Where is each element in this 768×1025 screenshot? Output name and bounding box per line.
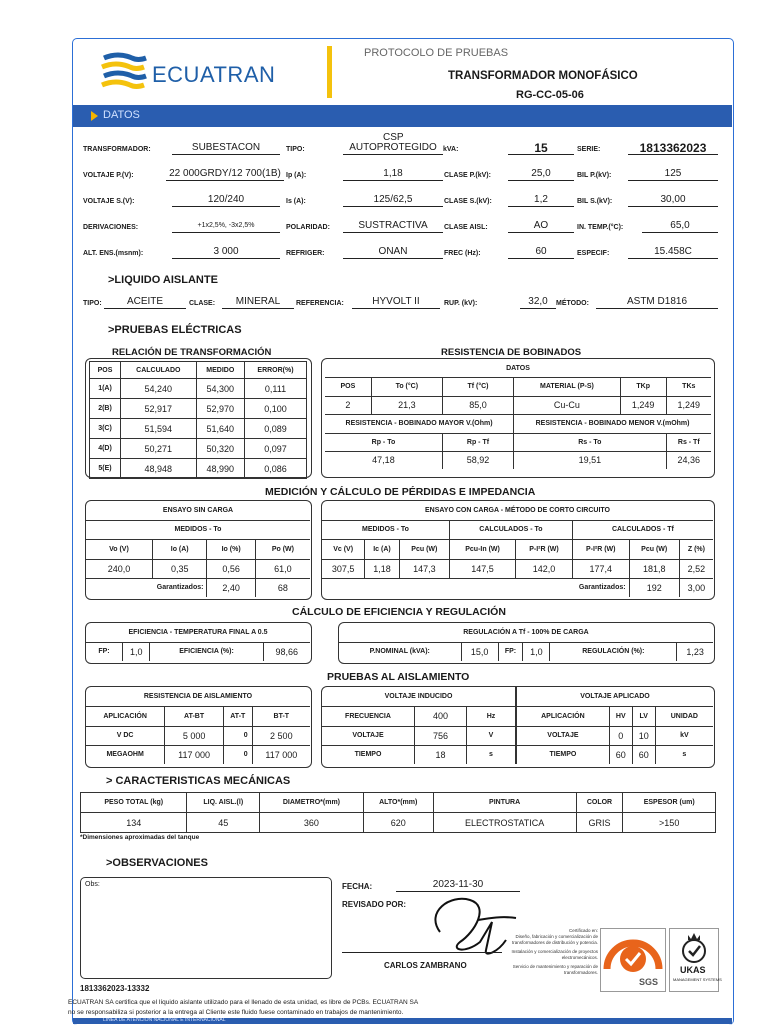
table-cell: 98,66	[263, 642, 310, 661]
table-header: CALCULADOS - Tf	[572, 520, 713, 539]
table-header: RESISTENCIA - BOBINADO MENOR V.(mOhm)	[514, 414, 711, 433]
datos-bar	[73, 105, 732, 127]
inducido-table	[322, 687, 516, 764]
table-cell: 4(D)	[90, 439, 121, 459]
table-header: POS	[325, 377, 371, 396]
table-header: ERROR(%)	[244, 362, 306, 379]
table-header: Vo (V)	[86, 539, 152, 559]
table-header: RESISTENCIA DE AISLAMIENTO	[86, 687, 310, 706]
table-cell: 1(A)	[90, 379, 121, 399]
referencia-value: HYVOLT II	[352, 296, 440, 309]
mecanicas-table	[80, 792, 716, 833]
table-cell: 50,320	[196, 439, 244, 459]
doc-number: 1813362023-13332	[80, 984, 150, 993]
brand-name: ECUATRAN	[152, 62, 276, 87]
table-cell: 47,18	[325, 451, 442, 469]
relacion-title: RELACIÓN DE TRANSFORMACIÓN	[112, 347, 272, 358]
table-cell: 0	[223, 745, 252, 764]
table-header: Vc (V)	[322, 539, 365, 559]
table-cell: 48,990	[196, 459, 244, 479]
table-header: AT-BT	[165, 706, 224, 726]
table-header: Pcu (W)	[399, 539, 449, 559]
table-header: Pcu-In (W)	[449, 539, 515, 559]
table-cell: 52,970	[196, 399, 244, 419]
especif-value: 15.458C	[628, 246, 718, 259]
pruebas-electricas-heading: >PRUEBAS ELÉCTRICAS	[108, 324, 242, 336]
table-cell: 0,100	[244, 399, 306, 419]
table-header: LV	[632, 706, 655, 726]
liquido-tipo-value: ACEITE	[104, 296, 186, 309]
table-cell: 756	[415, 726, 467, 745]
table-cell: 15,0	[461, 642, 498, 661]
table-cell: 48,948	[121, 459, 197, 479]
label: REFRIGER:	[286, 250, 325, 257]
table-header: s	[655, 745, 713, 764]
table-cell: 1,249	[620, 396, 666, 414]
table-cell: 19,51	[514, 451, 666, 469]
regulacion-table	[339, 623, 713, 661]
table-header: Ic (A)	[365, 539, 399, 559]
metodo-value: ASTM D1816	[596, 296, 718, 309]
label: IN. TEMP.(°C):	[577, 224, 624, 231]
table-cell: 1,18	[365, 559, 399, 578]
table-header: PESO TOTAL (kg)	[81, 793, 187, 813]
table-cell: 177,4	[572, 559, 629, 578]
table-header: TIEMPO	[322, 745, 415, 764]
label: BIL P.(kV):	[577, 172, 612, 179]
fecha-label: FECHA:	[342, 882, 373, 891]
table-header: Rp - Tf	[442, 433, 513, 451]
table-header: ENSAYO CON CARGA - MÉTODO DE CORTO CIRCUITO	[322, 501, 713, 520]
label: RUP. (kV):	[444, 300, 478, 307]
table-header: DATOS	[325, 361, 711, 377]
cert-line: Servicio de mantenimiento y reparación de transformadores.	[512, 964, 598, 975]
table-cell: Cu-Cu	[514, 396, 621, 414]
table-header: V DC	[86, 726, 165, 745]
table-header: EFICIENCIA (%):	[150, 642, 263, 661]
table-cell: 360	[260, 813, 364, 833]
sin-carga-table	[86, 501, 310, 597]
table-cell: 0	[609, 726, 632, 745]
ukas-icon	[670, 929, 718, 965]
label: POLARIDAD:	[286, 224, 330, 231]
tipo-value: AUTOPROTEGIDO	[343, 142, 443, 155]
table-cell: 147,5	[449, 559, 515, 578]
kva-value: 15	[508, 142, 574, 155]
bil-s-value: 30,00	[628, 194, 718, 207]
table-header: ENSAYO SIN CARGA	[86, 501, 310, 520]
cert-line: Certificado en:	[568, 928, 598, 933]
table-header: ESPESOR (um)	[623, 793, 716, 813]
table-header: TIEMPO	[517, 745, 610, 764]
label: SERIE:	[577, 146, 601, 153]
footer-bar	[73, 1018, 732, 1024]
eficiencia-table	[86, 623, 310, 661]
label: Is (A):	[286, 198, 306, 205]
cert-line: Instalación y comercialización de proyectos electromecánicos.	[511, 949, 598, 960]
table-header: VOLTAJE APLICADO	[517, 687, 714, 706]
label: CLASE P.(kV):	[444, 172, 491, 179]
table-header: FRECUENCIA	[322, 706, 415, 726]
liquido-heading: >LIQUIDO AISLANTE	[108, 274, 218, 286]
liquido-clase-value: MINERAL	[222, 296, 294, 309]
table-cell: GRIS	[576, 813, 623, 833]
table-header: UNIDAD	[655, 706, 713, 726]
table-cell: 60	[609, 745, 632, 764]
table-header: Tf (°C)	[442, 377, 513, 396]
perdidas-heading: MEDICIÓN Y CÁLCULO DE PÉRDIDAS E IMPEDANCIA	[265, 486, 536, 498]
table-cell: 60	[632, 745, 655, 764]
resistencia-title: RESISTENCIA DE BOBINADOS	[441, 347, 582, 358]
clase-aisl-value: AO	[508, 220, 574, 233]
table-cell: 134	[81, 813, 187, 833]
table-header: VOLTAJE	[322, 726, 415, 745]
mecanicas-note: *Dimensiones aproximadas del tanque	[80, 834, 200, 841]
table-cell: 1,23	[677, 642, 713, 661]
eficiencia-heading: CÁLCULO DE EFICIENCIA Y REGULACIÓN	[292, 606, 506, 618]
table-header: s	[467, 745, 516, 764]
ukas-label: UKAS	[680, 965, 706, 975]
table-cell: 24,36	[666, 451, 711, 469]
label: TRANSFORMADOR:	[83, 146, 151, 153]
table-header: P-I²R (W)	[516, 539, 573, 559]
table-header: Z (%)	[679, 539, 713, 559]
table-cell: 58,92	[442, 451, 513, 469]
table-header: APLICACIÓN	[517, 706, 610, 726]
tipo-line1: CSP	[383, 132, 404, 143]
table-header: COLOR	[576, 793, 623, 813]
table-cell: 117 000	[252, 745, 310, 764]
table-header: Hz	[467, 706, 516, 726]
relacion-table	[89, 361, 307, 479]
footer-line1: ECUATRAN SA certifica que el líquido aislante utilizado para el llenado de esta unidad, es libre de PCBs. ECUATRAN SA	[68, 999, 419, 1006]
logo-icon	[98, 50, 150, 96]
cert-line: Diseño, fabricación y comercialización de transformadores de distribución y potencia.	[511, 934, 598, 945]
table-cell: 10	[632, 726, 655, 745]
label: CLASE S.(kV):	[444, 198, 492, 205]
table-cell: 2 500	[252, 726, 310, 745]
ip-value: 1,18	[343, 168, 443, 181]
table-header: VOLTAJE	[517, 726, 610, 745]
label: CLASE AISL:	[444, 224, 488, 231]
label: VOLTAJE S.(V):	[83, 198, 135, 205]
table-cell: 2,40	[207, 578, 255, 597]
clase-s-value: 1,2	[508, 194, 574, 207]
fecha-value: 2023-11-30	[396, 879, 520, 892]
label: TIPO:	[286, 146, 305, 153]
table-header: BT-T	[252, 706, 310, 726]
table-cell: 2	[325, 396, 371, 414]
con-carga-table	[322, 501, 713, 597]
table-header: CALCULADOS - To	[449, 520, 572, 539]
datos-label: DATOS	[103, 109, 140, 121]
table-cell: 2(B)	[90, 399, 121, 419]
table-cell: 21,3	[371, 396, 442, 414]
table-header: Rs - To	[514, 433, 666, 451]
label: TIPO:	[83, 300, 102, 307]
doc-title: TRANSFORMADOR MONOFÁSICO	[448, 70, 638, 82]
table-header: FP:	[498, 642, 523, 661]
table-header: VOLTAJE INDUCIDO	[322, 687, 516, 706]
table-cell: 68	[255, 578, 310, 597]
cert-text	[496, 928, 598, 976]
table-header: AT-T	[223, 706, 252, 726]
table-cell: ELECTROSTATICA	[433, 813, 576, 833]
table-header: LIQ. AISL.(l)	[187, 793, 260, 813]
doc-code: RG-CC-05-06	[516, 89, 584, 101]
resist-aisl-table	[86, 687, 310, 764]
table-header: P.NOMINAL (kVA):	[339, 642, 461, 661]
table-cell: 0,097	[244, 439, 306, 459]
table-header: DIAMETRO*(mm)	[260, 793, 364, 813]
label: REFERENCIA:	[296, 300, 344, 307]
resistencia-table	[325, 361, 711, 469]
table-header: Pcu (W)	[629, 539, 679, 559]
table-header: kV	[655, 726, 713, 745]
table-header: REGULACIÓN (%):	[550, 642, 677, 661]
label: kVA:	[443, 146, 459, 153]
label: Ip (A):	[286, 172, 307, 179]
aislamiento-heading: PRUEBAS AL AISLAMIENTO	[327, 671, 470, 683]
frec-value: 60	[508, 246, 574, 259]
table-header: MEDIDOS - To	[86, 520, 310, 539]
table-header: To (°C)	[371, 377, 442, 396]
label: MÉTODO:	[556, 300, 589, 307]
table-cell: 0,089	[244, 419, 306, 439]
table-header: POS	[90, 362, 121, 379]
table-header: Po (W)	[255, 539, 310, 559]
label: FREC (Hz):	[444, 250, 481, 257]
table-header: Rp - To	[325, 433, 442, 451]
alt-value: 3 000	[172, 246, 280, 259]
table-cell: 0,56	[207, 559, 255, 578]
table-header: MEDIDOS - To	[322, 520, 449, 539]
table-header: CALCULADO	[121, 362, 197, 379]
rup-value: 32,0	[520, 296, 556, 309]
table-cell: 1,0	[123, 642, 150, 661]
label: ESPECIF:	[577, 250, 610, 257]
table-cell: 147,3	[399, 559, 449, 578]
table-cell: 0,086	[244, 459, 306, 479]
table-header: FP:	[86, 642, 123, 661]
is-value: 125/62,5	[343, 194, 443, 207]
refriger-value: ONAN	[343, 246, 443, 259]
table-cell: 54,240	[121, 379, 197, 399]
sgs-badge	[600, 928, 666, 992]
obs-label: Obs:	[85, 881, 100, 888]
table-cell: 620	[363, 813, 433, 833]
table-header: Garantizados:	[86, 578, 207, 597]
label: BIL S.(kV):	[577, 198, 613, 205]
ecuatran-logo	[98, 50, 298, 96]
table-header: PINTURA	[433, 793, 576, 813]
table-header: ALTO*(mm)	[363, 793, 433, 813]
table-header: HV	[609, 706, 632, 726]
aplicado-table	[516, 687, 713, 764]
table-cell: 2,52	[679, 559, 713, 578]
signature-line	[342, 952, 502, 953]
table-cell: 0,35	[152, 559, 207, 578]
footer-line2: no se responsabiliza si posterior a la entrega al Cliente este fluido fuese contaminado en trabajos de mantenimiento.	[68, 1009, 404, 1016]
table-cell: 18	[415, 745, 467, 764]
table-cell: 240,0	[86, 559, 152, 578]
table-cell: 3,00	[679, 578, 713, 597]
table-header: Rs - Tf	[666, 433, 711, 451]
label: DERIVACIONES:	[83, 224, 139, 231]
sgs-label: SGS	[639, 977, 659, 987]
doc-type: PROTOCOLO DE PRUEBAS	[364, 47, 509, 59]
mecanicas-heading: > CARACTERISTICAS MECÁNICAS	[106, 775, 291, 787]
table-cell: 1,0	[523, 642, 550, 661]
header-divider	[327, 46, 332, 98]
table-cell: 142,0	[516, 559, 573, 578]
table-cell: 181,8	[629, 559, 679, 578]
voltaje-s-value: 120/240	[172, 194, 280, 207]
observaciones-box[interactable]	[80, 877, 332, 979]
table-header: APLICACIÓN	[86, 706, 165, 726]
table-cell: 50,271	[121, 439, 197, 459]
table-cell: 5(E)	[90, 459, 121, 479]
firmante: CARLOS ZAMBRANO	[384, 961, 467, 970]
table-cell: 3(C)	[90, 419, 121, 439]
table-header: MEGAOHM	[86, 745, 165, 764]
table-cell: 192	[629, 578, 679, 597]
table-cell: 85,0	[442, 396, 513, 414]
observaciones-heading: >OBSERVACIONES	[106, 857, 208, 869]
table-header: RESISTENCIA - BOBINADO MAYOR V.(Ohm)	[325, 414, 514, 433]
ukas-badge	[669, 928, 722, 992]
table-cell: 0,111	[244, 379, 306, 399]
in-temp-value: 65,0	[642, 220, 718, 233]
table-header: TKp	[620, 377, 666, 396]
table-header: P-I²R (W)	[572, 539, 629, 559]
table-cell: 0	[223, 726, 252, 745]
derivaciones-value: +1x2,5%, -3x2,5%	[172, 220, 280, 233]
table-header: Io (%)	[207, 539, 255, 559]
table-cell: >150	[623, 813, 716, 833]
polaridad-value: SUSTRACTIVA	[343, 220, 443, 233]
table-header: TKs	[666, 377, 711, 396]
table-header: REGULACIÓN A Tf - 100% DE CARGA	[339, 623, 713, 642]
footer-line3: LINEA DE ATENCIÓN NACIONAL E INTERNACIONAL	[103, 1018, 226, 1023]
label: ALT. ENS.(msnm):	[83, 250, 144, 257]
label: CLASE:	[189, 300, 216, 307]
table-header: Garantizados:	[322, 578, 629, 597]
table-cell: 1,249	[666, 396, 711, 414]
table-cell: 52,917	[121, 399, 197, 419]
serie-value: 1813362023	[628, 142, 718, 155]
table-cell: 307,5	[322, 559, 365, 578]
clase-p-value: 25,0	[508, 168, 574, 181]
revisado-label: REVISADO POR:	[342, 900, 407, 909]
table-cell: 51,640	[196, 419, 244, 439]
table-header: MEDIDO	[196, 362, 244, 379]
triangle-icon	[91, 111, 98, 121]
table-cell: 51,594	[121, 419, 197, 439]
table-header: V	[467, 726, 516, 745]
transformador-value: SUBESTACON	[172, 142, 280, 155]
ukas-sub: MANAGEMENT SYSTEMS	[673, 977, 722, 982]
table-header: MATERIAL (P-S)	[514, 377, 621, 396]
table-cell: 400	[415, 706, 467, 726]
table-cell: 5 000	[165, 726, 224, 745]
table-header: EFICIENCIA - TEMPERATURA FINAL A 0.5	[86, 623, 310, 642]
table-cell: 54,300	[196, 379, 244, 399]
bil-p-value: 125	[628, 168, 718, 181]
table-header: Io (A)	[152, 539, 207, 559]
label: VOLTAJE P.(V):	[83, 172, 134, 179]
voltaje-p-value: 22 000GRDY/12 700(1B)	[166, 168, 284, 181]
table-cell: 45	[187, 813, 260, 833]
table-cell: 61,0	[255, 559, 310, 578]
sgs-icon	[601, 929, 665, 977]
table-cell: 117 000	[165, 745, 224, 764]
